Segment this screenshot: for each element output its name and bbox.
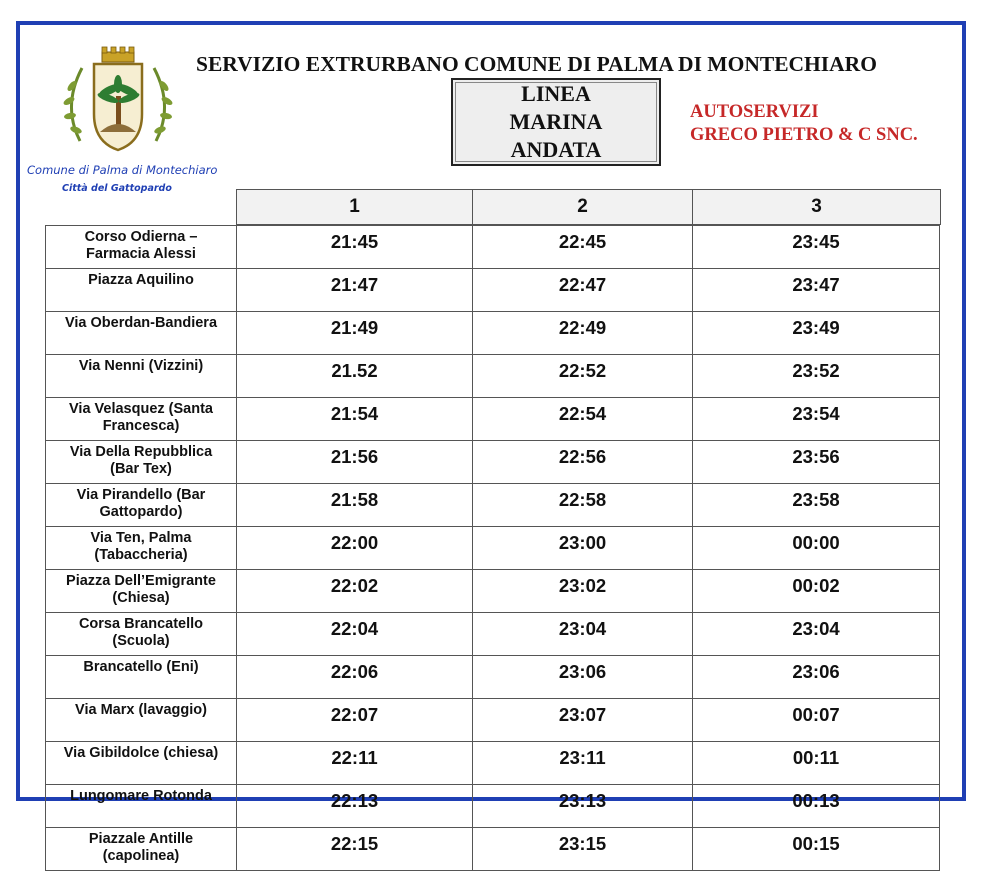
line-label-1: LINEA bbox=[521, 81, 591, 106]
departure-time: 23:47 bbox=[693, 269, 940, 312]
departure-time: 23:07 bbox=[473, 699, 693, 742]
departure-time: 23:11 bbox=[473, 742, 693, 785]
departure-time: 23:06 bbox=[473, 656, 693, 699]
table-row bbox=[46, 570, 940, 613]
stop-name: Via Oberdan-Bandiera bbox=[46, 312, 237, 355]
departure-time: 22:54 bbox=[473, 398, 693, 441]
stop-name: Via Pirandello (Bar Gattopardo) bbox=[46, 484, 237, 527]
stop-name: Via Ten, Palma (Tabaccheria) bbox=[46, 527, 237, 570]
column-header-3: 3 bbox=[692, 189, 941, 225]
departure-time: 23:13 bbox=[473, 785, 693, 828]
departure-time: 00:00 bbox=[693, 527, 940, 570]
departure-time: 23:04 bbox=[473, 613, 693, 656]
departure-time: 22:13 bbox=[237, 785, 473, 828]
departure-time: 23:06 bbox=[693, 656, 940, 699]
table-row bbox=[46, 785, 940, 828]
departure-time: 22:11 bbox=[237, 742, 473, 785]
departure-time: 21.52 bbox=[237, 355, 473, 398]
table-row bbox=[46, 828, 940, 871]
departure-time: 21:45 bbox=[237, 226, 473, 269]
operator-line-1: AUTOSERVIZI bbox=[690, 102, 819, 122]
departure-time: 23:04 bbox=[693, 613, 940, 656]
stop-name: Corso Odierna – Farmacia Alessi bbox=[46, 226, 237, 269]
line-label-box bbox=[451, 78, 661, 166]
commune-name: Comune di Palma di Montechiaro bbox=[27, 163, 218, 177]
table-row bbox=[46, 269, 940, 312]
line-label-3: ANDATA bbox=[510, 137, 602, 162]
table-row bbox=[46, 441, 940, 484]
operator-line-2: GRECO PIETRO & C SNC. bbox=[690, 125, 918, 145]
page-title: SERVIZIO EXTRURBANO COMUNE DI PALMA DI MONTECHIARO bbox=[196, 52, 877, 76]
stop-name: Via Della Repubblica (Bar Tex) bbox=[46, 441, 237, 484]
column-header-1: 1 bbox=[236, 189, 473, 225]
departure-time: 23:58 bbox=[693, 484, 940, 527]
departure-time: 22:47 bbox=[473, 269, 693, 312]
stop-name: Piazza Dell’Emigrante (Chiesa) bbox=[46, 570, 237, 613]
stop-name: Via Velasquez (Santa Francesca) bbox=[46, 398, 237, 441]
stop-name: Piazzale Antille (capolinea) bbox=[46, 828, 237, 871]
departure-time: 23:45 bbox=[693, 226, 940, 269]
departure-time: 22:58 bbox=[473, 484, 693, 527]
departure-time: 22:00 bbox=[237, 527, 473, 570]
departure-time: 23:52 bbox=[693, 355, 940, 398]
stop-name: Via Gibildolce (chiesa) bbox=[46, 742, 237, 785]
stop-name: Lungomare Rotonda bbox=[46, 785, 237, 828]
stop-name: Brancatello (Eni) bbox=[46, 656, 237, 699]
departure-time: 22:15 bbox=[237, 828, 473, 871]
commune-subtitle: Città del Gattopardo bbox=[62, 183, 172, 194]
table-row bbox=[46, 613, 940, 656]
departure-time: 22:07 bbox=[237, 699, 473, 742]
departure-time: 22:56 bbox=[473, 441, 693, 484]
departure-time: 21:58 bbox=[237, 484, 473, 527]
line-label-2: MARINA bbox=[509, 109, 603, 134]
stop-name: Via Marx (lavaggio) bbox=[46, 699, 237, 742]
timetable bbox=[45, 225, 940, 871]
departure-time: 23:00 bbox=[473, 527, 693, 570]
departure-time: 22:49 bbox=[473, 312, 693, 355]
table-row bbox=[46, 527, 940, 570]
table-row bbox=[46, 355, 940, 398]
table-row bbox=[46, 656, 940, 699]
departure-time: 21:49 bbox=[237, 312, 473, 355]
table-row bbox=[46, 312, 940, 355]
departure-time: 22:06 bbox=[237, 656, 473, 699]
table-row bbox=[46, 484, 940, 527]
municipal-crest-icon bbox=[60, 46, 176, 156]
table-row bbox=[46, 742, 940, 785]
stop-name: Corsa Brancatello (Scuola) bbox=[46, 613, 237, 656]
departure-time: 23:15 bbox=[473, 828, 693, 871]
departure-time: 00:11 bbox=[693, 742, 940, 785]
departure-time: 00:15 bbox=[693, 828, 940, 871]
departure-time: 23:54 bbox=[693, 398, 940, 441]
departure-time: 22:45 bbox=[473, 226, 693, 269]
departure-time: 23:56 bbox=[693, 441, 940, 484]
departure-time: 00:13 bbox=[693, 785, 940, 828]
departure-time: 22:04 bbox=[237, 613, 473, 656]
departure-time: 23:49 bbox=[693, 312, 940, 355]
departure-time: 00:07 bbox=[693, 699, 940, 742]
operator-name bbox=[690, 101, 960, 147]
column-header-row bbox=[236, 189, 941, 225]
departure-time: 21:54 bbox=[237, 398, 473, 441]
departure-time: 22:52 bbox=[473, 355, 693, 398]
departure-time: 00:02 bbox=[693, 570, 940, 613]
stop-name: Piazza Aquilino bbox=[46, 269, 237, 312]
departure-time: 21:56 bbox=[237, 441, 473, 484]
stop-name: Via Nenni (Vizzini) bbox=[46, 355, 237, 398]
table-row bbox=[46, 226, 940, 269]
departure-time: 23:02 bbox=[473, 570, 693, 613]
table-row bbox=[46, 699, 940, 742]
column-header-2: 2 bbox=[472, 189, 693, 225]
departure-time: 22:02 bbox=[237, 570, 473, 613]
table-row bbox=[46, 398, 940, 441]
departure-time: 21:47 bbox=[237, 269, 473, 312]
